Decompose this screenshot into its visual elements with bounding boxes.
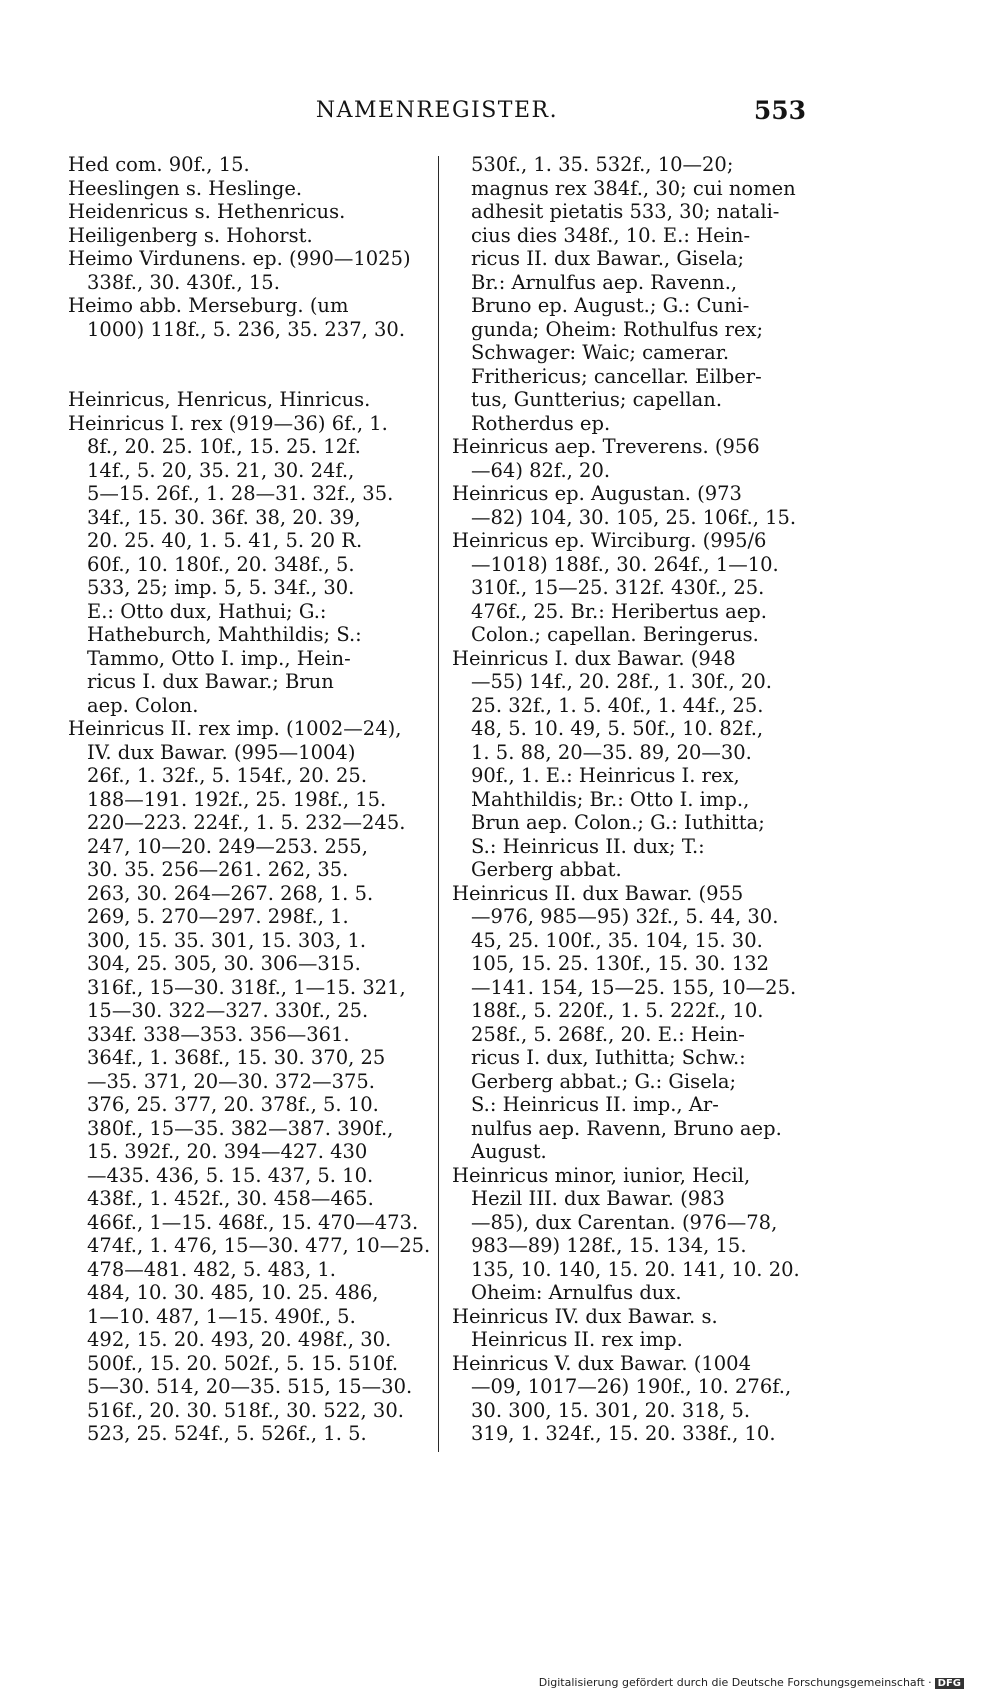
index-entry: Hed com. 90f., 15. — [68, 153, 250, 176]
index-entry-continuation: 26f., 1. 32f., 5. 154f., 20. 25. — [87, 764, 368, 787]
index-entry-continuation: S.: Heinricus II. dux; T.: — [471, 834, 705, 858]
index-entry-continuation: —09, 1017—26) 190f., 10. 276f., — [471, 1375, 792, 1398]
index-entry-continuation: 1. 5. 88, 20—35. 89, 20—30. — [471, 740, 752, 764]
index-entry-continuation: 380f., 15—35. 382—387. 390f., — [87, 1116, 394, 1140]
index-entry: Heinricus ep. Wirciburg. (995/6 — [452, 529, 767, 552]
index-entry: Heimo abb. Merseburg. (um — [68, 294, 349, 317]
index-entry-continuation: IV. dux Bawar. (995—1004) — [87, 740, 356, 764]
index-entry-continuation: Hatheburch, Mahthildis; S.: — [87, 623, 362, 646]
index-entry-continuation: Brun aep. Colon.; G.: Iuthitta; — [471, 811, 765, 834]
index-entry-continuation: Tammo, Otto I. imp., Hein- — [87, 646, 351, 670]
index-entry-continuation: Bruno ep. August.; G.: Cuni- — [471, 294, 750, 317]
index-entry-continuation: —82) 104, 30. 105, 25. 106f., 15. — [471, 505, 797, 529]
page-title: NAMENREGISTER. — [315, 98, 559, 123]
footer-credit — [539, 1676, 964, 1689]
index-entry-continuation: —141. 154, 15—25. 155, 10—25. — [471, 975, 797, 999]
index-entry-continuation: 263, 30. 264—267. 268, 1. 5. — [87, 881, 374, 905]
footer-text: Digitalisierung gefördert durch die Deutsche Forschungsgemeinschaft · — [538, 1676, 932, 1689]
index-entry-continuation: gunda; Oheim: Rothulfus rex; — [471, 317, 764, 341]
index-entry-continuation: Frithericus; cancellar. Eilber- — [471, 364, 762, 388]
dfg-logo: DFG — [935, 1678, 964, 1689]
index-entry: Heinricus, Henricus, Hinricus. — [68, 388, 371, 411]
right-column — [452, 153, 808, 1446]
index-entry-continuation: Rotherdus ep. — [471, 411, 611, 435]
left-column — [68, 153, 431, 1446]
index-entry-continuation: Schwager: Waic; camerar. — [471, 341, 730, 364]
index-entry-continuation: 478—481. 482, 5. 483, 1. — [87, 1257, 336, 1281]
index-entry-continuation: 304, 25. 305, 30. 306—315. — [87, 952, 361, 975]
index-entry: Heiligenberg s. Hohorst. — [68, 223, 313, 247]
index-entry-continuation: —1018) 188f., 30. 264f., 1—10. — [471, 552, 779, 576]
index-entry: Heinricus V. dux Bawar. (1004 — [452, 1351, 751, 1375]
index-entry-continuation: Oheim: Arnulfus dux. — [471, 1281, 682, 1304]
index-entry-continuation: —85), dux Carentan. (976—78, — [471, 1210, 778, 1234]
index-entry-continuation: S.: Heinricus II. imp., Ar- — [471, 1093, 719, 1116]
index-entry-continuation: 474f., 1. 476, 15—30. 477, 10—25. — [87, 1234, 431, 1257]
index-entry: Heimo Virdunens. ep. (990—1025) — [68, 247, 411, 270]
index-entry-continuation: Mahthildis; Br.: Otto I. imp., — [471, 787, 750, 811]
index-entry-continuation: —976, 985—95) 32f., 5. 44, 30. — [471, 905, 779, 928]
index-entry-continuation: tus, Guntterius; capellan. — [471, 388, 723, 411]
index-entry-continuation: —64) 82f., 20. — [471, 458, 611, 482]
index-entry-continuation: 492, 15. 20. 493, 20. 498f., 30. — [87, 1328, 392, 1351]
index-entry-continuation: 310f., 15—25. 312f. 430f., 25. — [471, 576, 765, 599]
index-entry-continuation: 500f., 15. 20. 502f., 5. 15. 510f. — [87, 1351, 399, 1375]
index-entry-continuation: Gerberg abbat. — [471, 858, 622, 881]
index-entry-continuation: August. — [471, 1140, 547, 1163]
index-entry-continuation: 188—191. 192f., 25. 198f., 15. — [87, 787, 387, 811]
index-entry-continuation: 14f., 5. 20, 35. 21, 30. 24f., — [87, 458, 355, 482]
index-entry-continuation: 30. 300, 15. 301, 20. 318, 5. — [471, 1398, 751, 1422]
index-entry-continuation: 15. 392f., 20. 394—427. 430 — [87, 1140, 368, 1163]
index-entry: Heidenricus s. Hethenricus. — [68, 200, 346, 223]
index-entry-continuation: 34f., 15. 30. 36f. 38, 20. 39, — [87, 505, 361, 529]
index-entry-continuation: 533, 25; imp. 5, 5. 34f., 30. — [87, 576, 355, 599]
index-entry-continuation: 135, 10. 140, 15. 20. 141, 10. 20. — [471, 1257, 800, 1281]
index-entry-continuation: 15—30. 322—327. 330f., 25. — [87, 999, 369, 1022]
index-entry-continuation: ricus I. dux, Iuthitta; Schw.: — [471, 1046, 746, 1069]
index-entry-continuation: 5—15. 26f., 1. 28—31. 32f., 35. — [87, 482, 394, 505]
index-entry-continuation: 484, 10. 30. 485, 10. 25. 486, — [87, 1281, 379, 1304]
index-entry-continuation: cius dies 348f., 10. E.: Hein- — [471, 223, 751, 247]
index-entry-continuation: 338f., 30. 430f., 15. — [87, 270, 280, 294]
index-entry: Heeslingen s. Heslinge. — [68, 176, 303, 200]
page-number: 553 — [753, 96, 806, 125]
index-entry-continuation: ricus II. dux Bawar., Gisela; — [471, 247, 745, 270]
index-entry-continuation: 258f., 5. 268f., 20. E.: Hein- — [471, 1022, 745, 1046]
index-entry-continuation: 30. 35. 256—261. 262, 35. — [87, 858, 349, 881]
index-entry-continuation: 319, 1. 324f., 15. 20. 338f., 10. — [471, 1422, 776, 1445]
index-entry-continuation: 300, 15. 35. 301, 15. 303, 1. — [87, 928, 367, 952]
index-entry-continuation: 316f., 15—30. 318f., 1—15. 321, — [87, 975, 406, 999]
index-entry-continuation: —435. 436, 5. 15. 437, 5. 10. — [87, 1163, 374, 1187]
index-entry-continuation: 364f., 1. 368f., 15. 30. 370, 25 — [87, 1046, 386, 1069]
index-entry: Heinricus aep. Treverens. (956 — [452, 435, 760, 458]
index-entry-continuation: 90f., 1. E.: Heinricus I. rex, — [471, 764, 740, 787]
index-entry: Heinricus IV. dux Bawar. s. — [452, 1304, 718, 1328]
index-entry-continuation: —35. 371, 20—30. 372—375. — [87, 1069, 375, 1093]
index-entry-continuation: Gerberg abbat.; G.: Gisela; — [471, 1069, 737, 1093]
index-entry: Heinricus II. dux Bawar. (955 — [452, 881, 744, 905]
index-entry: Heinricus minor, iunior, Hecil, — [452, 1163, 751, 1187]
index-entry-continuation: Hezil III. dux Bawar. (983 — [471, 1187, 725, 1210]
index-entry-continuation: 516f., 20. 30. 518f., 30. 522, 30. — [87, 1398, 404, 1422]
index-entry-continuation: 983—89) 128f., 15. 134, 15. — [471, 1234, 747, 1257]
index-entry-continuation: 269, 5. 270—297. 298f., 1. — [87, 905, 349, 928]
index-entry-continuation: 25. 32f., 1. 5. 40f., 1. 44f., 25. — [471, 693, 764, 717]
index-entry-continuation: 188f., 5. 220f., 1. 5. 222f., 10. — [471, 999, 764, 1022]
index-entry-continuation: 60f., 10. 180f., 20. 348f., 5. — [87, 552, 355, 576]
index-entry-continuation: 1000) 118f., 5. 236, 35. 237, 30. — [87, 317, 406, 341]
index-entry-continuation: magnus rex 384f., 30; cui nomen — [471, 176, 796, 200]
index-entry-continuation: —55) 14f., 20. 28f., 1. 30f., 20. — [471, 670, 772, 693]
index-entry-continuation: aep. Colon. — [87, 693, 199, 717]
index-entry-continuation: 105, 15. 25. 130f., 15. 30. 132 — [471, 952, 770, 975]
index-entry-continuation: E.: Otto dux, Hathui; G.: — [87, 599, 327, 623]
index-entry-continuation: 523, 25. 524f., 5. 526f., 1. 5. — [87, 1422, 367, 1445]
index-entry: Heinricus I. dux Bawar. (948 — [452, 646, 736, 670]
index-entry: Heinricus I. rex (919—36) 6f., 1. — [68, 411, 388, 435]
index-entry-continuation: Br.: Arnulfus aep. Ravenn., — [471, 270, 738, 294]
index-entry-continuation: nulfus aep. Ravenn, Bruno aep. — [471, 1116, 782, 1140]
page-header — [68, 98, 806, 134]
index-entry-continuation: Heinricus II. rex imp. — [471, 1328, 683, 1351]
index-entry-continuation: 1—10. 487, 1—15. 490f., 5. — [87, 1304, 356, 1328]
index-entry-continuation: 45, 25. 100f., 35. 104, 15. 30. — [471, 928, 763, 952]
index-entry-continuation: adhesit pietatis 533, 30; natali- — [471, 200, 780, 223]
column-divider — [438, 156, 439, 1452]
index-entry-continuation: Colon.; capellan. Beringerus. — [471, 623, 759, 646]
index-entry-continuation: 438f., 1. 452f., 30. 458—465. — [87, 1187, 374, 1210]
index-entry-continuation: 5—30. 514, 20—35. 515, 15—30. — [87, 1375, 413, 1398]
index-entry-continuation: 376, 25. 377, 20. 378f., 5. 10. — [87, 1093, 379, 1116]
index-entry-continuation: 220—223. 224f., 1. 5. 232—245. — [87, 811, 406, 834]
index-entry-continuation: 247, 10—20. 249—253. 255, — [87, 834, 368, 858]
index-entry: Heinricus ep. Augustan. (973 — [452, 482, 742, 505]
index-entry: Heinricus II. rex imp. (1002—24), — [68, 717, 402, 740]
index-entry-continuation: ricus I. dux Bawar.; Brun — [87, 670, 334, 693]
index-entry-continuation: 48, 5. 10. 49, 5. 50f., 10. 82f., — [471, 717, 764, 740]
index-entry-continuation: 20. 25. 40, 1. 5. 41, 5. 20 R. — [87, 529, 363, 552]
section-gap — [68, 341, 428, 388]
index-entry-continuation: 8f., 20. 25. 10f., 15. 25. 12f. — [87, 435, 361, 458]
index-entry-continuation: 530f., 1. 35. 532f., 10—20; — [471, 153, 734, 176]
index-entry-continuation: 466f., 1—15. 468f., 15. 470—473. — [87, 1210, 419, 1234]
index-entry-continuation: 334f. 338—353. 356—361. — [87, 1022, 350, 1046]
index-entry-continuation: 476f., 25. Br.: Heribertus aep. — [471, 599, 767, 623]
